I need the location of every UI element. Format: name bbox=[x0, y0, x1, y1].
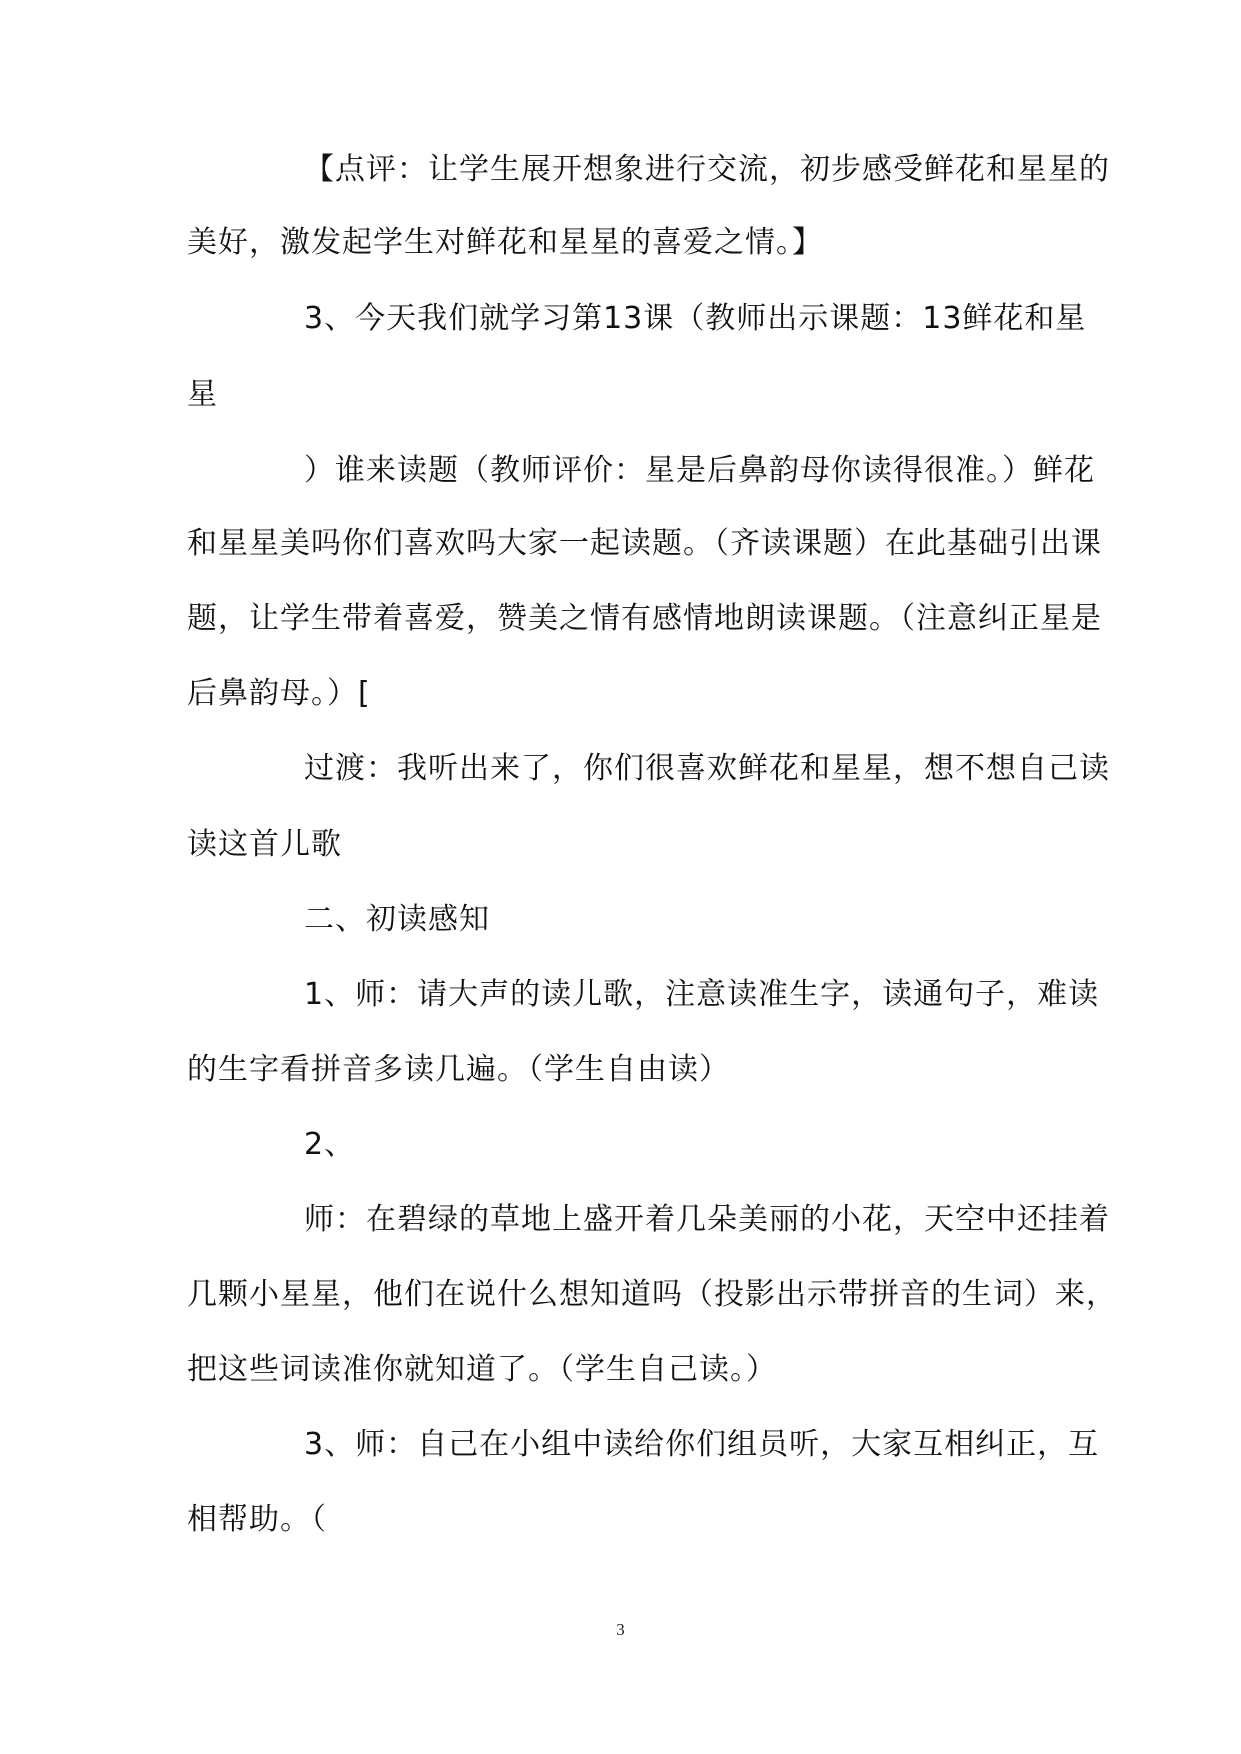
text-line: 2、 bbox=[304, 1127, 356, 1162]
text-line: 【点评：让学生展开想象进行交流，初步感受鲜花和星星的 bbox=[304, 152, 1110, 187]
text-line: ）谁来读题（教师评价：星是后鼻韵母你读得很准。）鲜花 bbox=[304, 453, 1095, 488]
text-line: 后鼻韵母。）[ bbox=[187, 676, 371, 711]
text-line: 1、师：请大声的读儿歌，注意读准生字，读通句子，难读 bbox=[304, 977, 1100, 1012]
text-line: 和星星美吗你们喜欢吗大家一起读题。（齐读课题）在此基础引出课 bbox=[187, 526, 1102, 561]
text-line: 师：在碧绿的草地上盛开着几朵美丽的小花，天空中还挂着 bbox=[304, 1202, 1110, 1237]
text-line: 题，让学生带着喜爱，赞美之情有感情地朗读课题。（注意纠正星是 bbox=[187, 601, 1102, 636]
text-line: 相帮助。（ bbox=[187, 1502, 327, 1537]
text-line: 星 bbox=[187, 377, 218, 412]
text-line: 3、今天我们就学习第13课（教师出示课题：13鲜花和星 bbox=[304, 301, 1087, 336]
text-line: 几颗小星星，他们在说什么想知道吗（投影出示带拼音的生词）来， bbox=[187, 1277, 1117, 1312]
page-number: 3 bbox=[616, 1620, 625, 1639]
text-line: 过渡：我听出来了，你们很喜欢鲜花和星星，想不想自己读 bbox=[304, 751, 1110, 786]
text-line: 3、师：自己在小组中读给你们组员听，大家互相纠正，互 bbox=[304, 1427, 1100, 1462]
text-line: 读这首儿歌 bbox=[187, 827, 342, 862]
text-line: 把这些词读准你就知道了。（学生自己读。） bbox=[187, 1352, 777, 1387]
text-line: 的生字看拼音多读几遍。（学生自由读） bbox=[187, 1052, 730, 1087]
text-line: 美好，激发起学生对鲜花和星星的喜爱之情。】 bbox=[187, 225, 823, 260]
section-heading: 二、初读感知 bbox=[304, 902, 490, 937]
